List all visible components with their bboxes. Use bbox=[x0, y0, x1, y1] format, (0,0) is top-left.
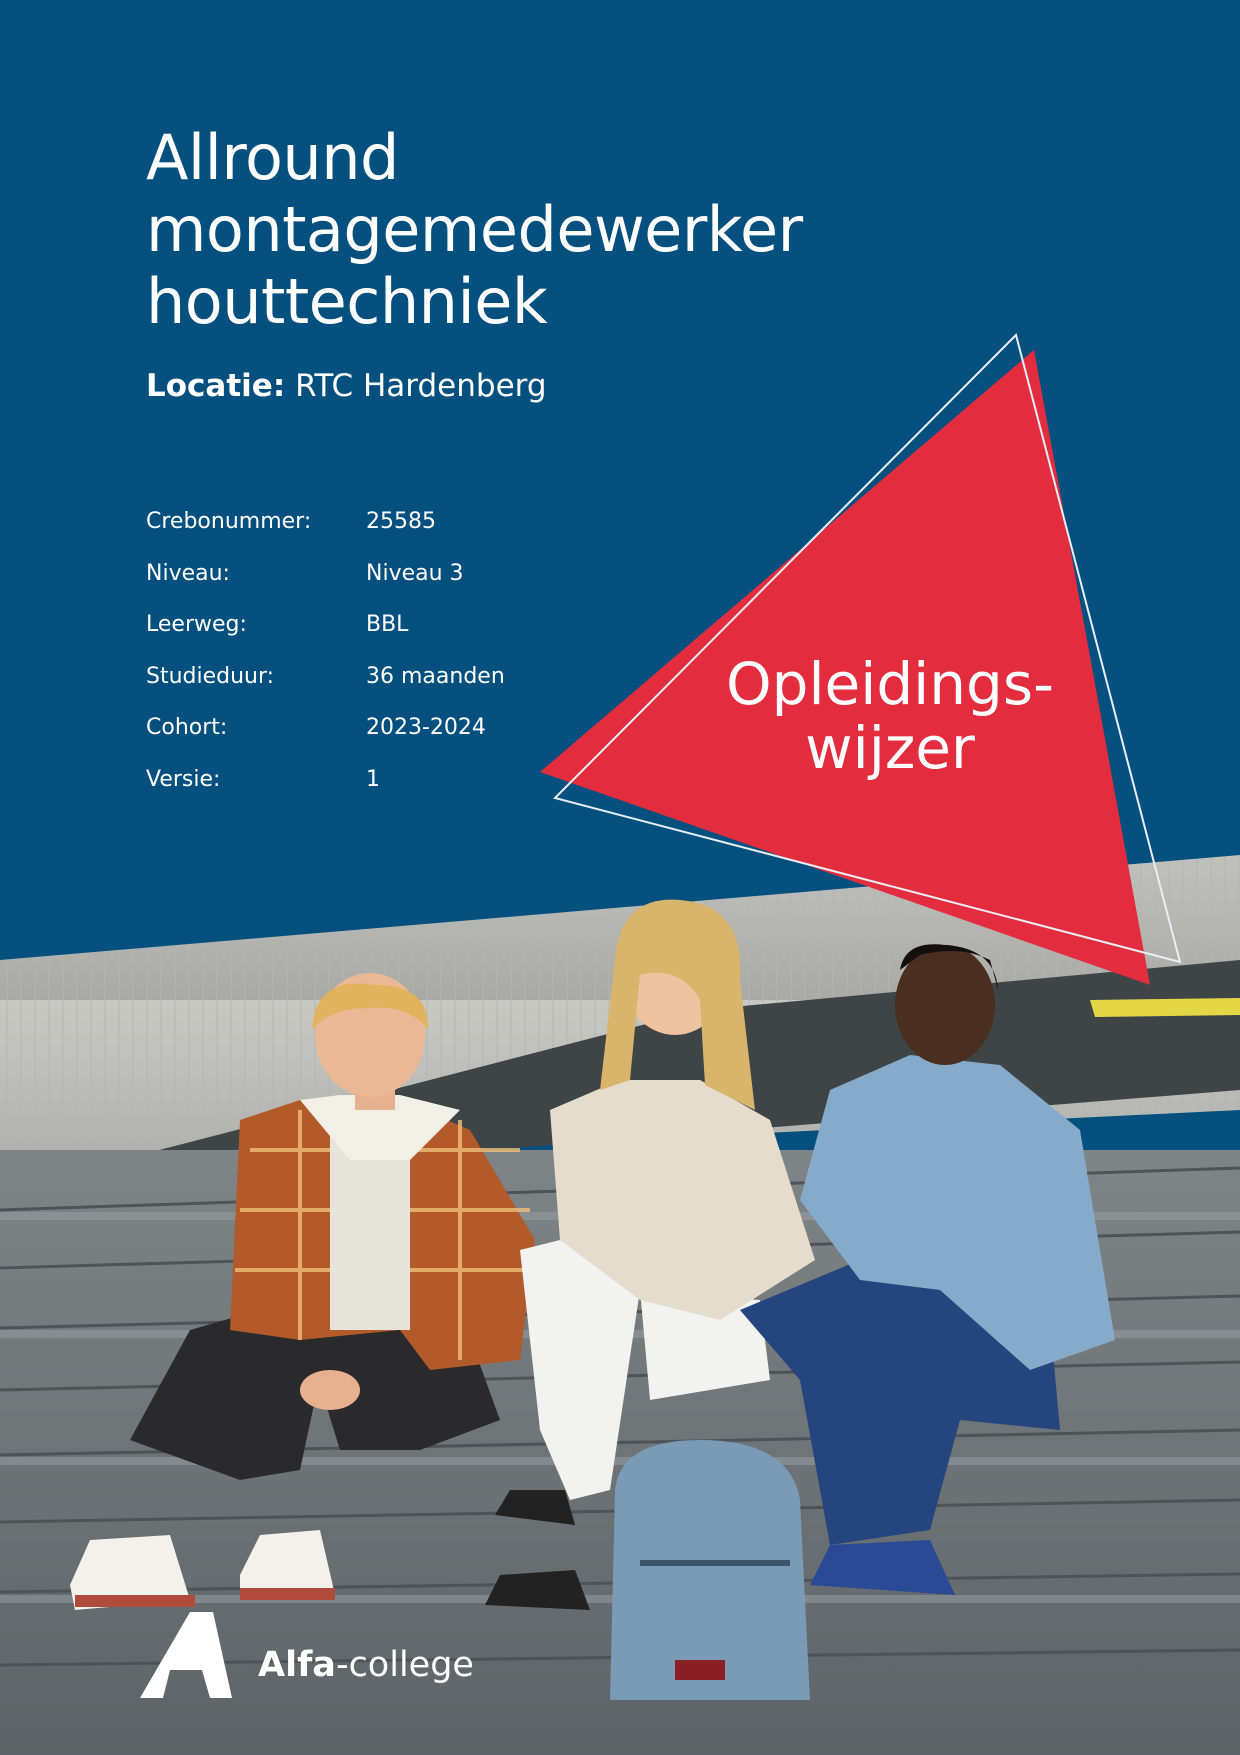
meta-value: 2023-2024 bbox=[366, 715, 486, 741]
meta-value: Niveau 3 bbox=[366, 560, 464, 586]
meta-row-versie bbox=[146, 754, 505, 806]
meta-value: 25585 bbox=[366, 509, 436, 535]
logo-suffix: -college bbox=[335, 1645, 474, 1685]
title-line-3: houttechniek bbox=[146, 265, 548, 338]
guide-line-2: wijzer bbox=[805, 714, 975, 782]
document-type-title bbox=[700, 652, 1080, 780]
location-label: Locatie: bbox=[146, 368, 286, 404]
meta-key: Cohort: bbox=[146, 715, 228, 741]
meta-key: Studieduur: bbox=[146, 663, 275, 689]
meta-key: Crebonummer: bbox=[146, 509, 312, 535]
meta-key: Leerweg: bbox=[146, 612, 247, 638]
location-line bbox=[146, 366, 547, 406]
meta-row-leerweg bbox=[146, 599, 505, 651]
backpack bbox=[610, 1440, 810, 1700]
title-line-1: Allround bbox=[146, 121, 399, 194]
meta-key: Niveau: bbox=[146, 560, 230, 586]
meta-value: 36 maanden bbox=[366, 663, 505, 689]
meta-key: Versie: bbox=[146, 766, 221, 792]
meta-row-studieduur bbox=[146, 651, 505, 703]
alfa-college-logo bbox=[258, 1643, 474, 1687]
meta-row-niveau bbox=[146, 548, 505, 600]
program-meta-table bbox=[146, 496, 505, 805]
meta-row-crebonummer bbox=[146, 496, 505, 548]
meta-row-cohort bbox=[146, 702, 505, 754]
meta-value: 1 bbox=[366, 766, 380, 792]
program-title bbox=[146, 122, 946, 338]
logo-brand: Alfa bbox=[258, 1645, 336, 1685]
guide-line-1: Opleidings- bbox=[725, 650, 1055, 718]
meta-value: BBL bbox=[366, 612, 409, 638]
location-value: RTC Hardenberg bbox=[295, 368, 547, 404]
title-line-2: montagemedewerker bbox=[146, 193, 803, 266]
